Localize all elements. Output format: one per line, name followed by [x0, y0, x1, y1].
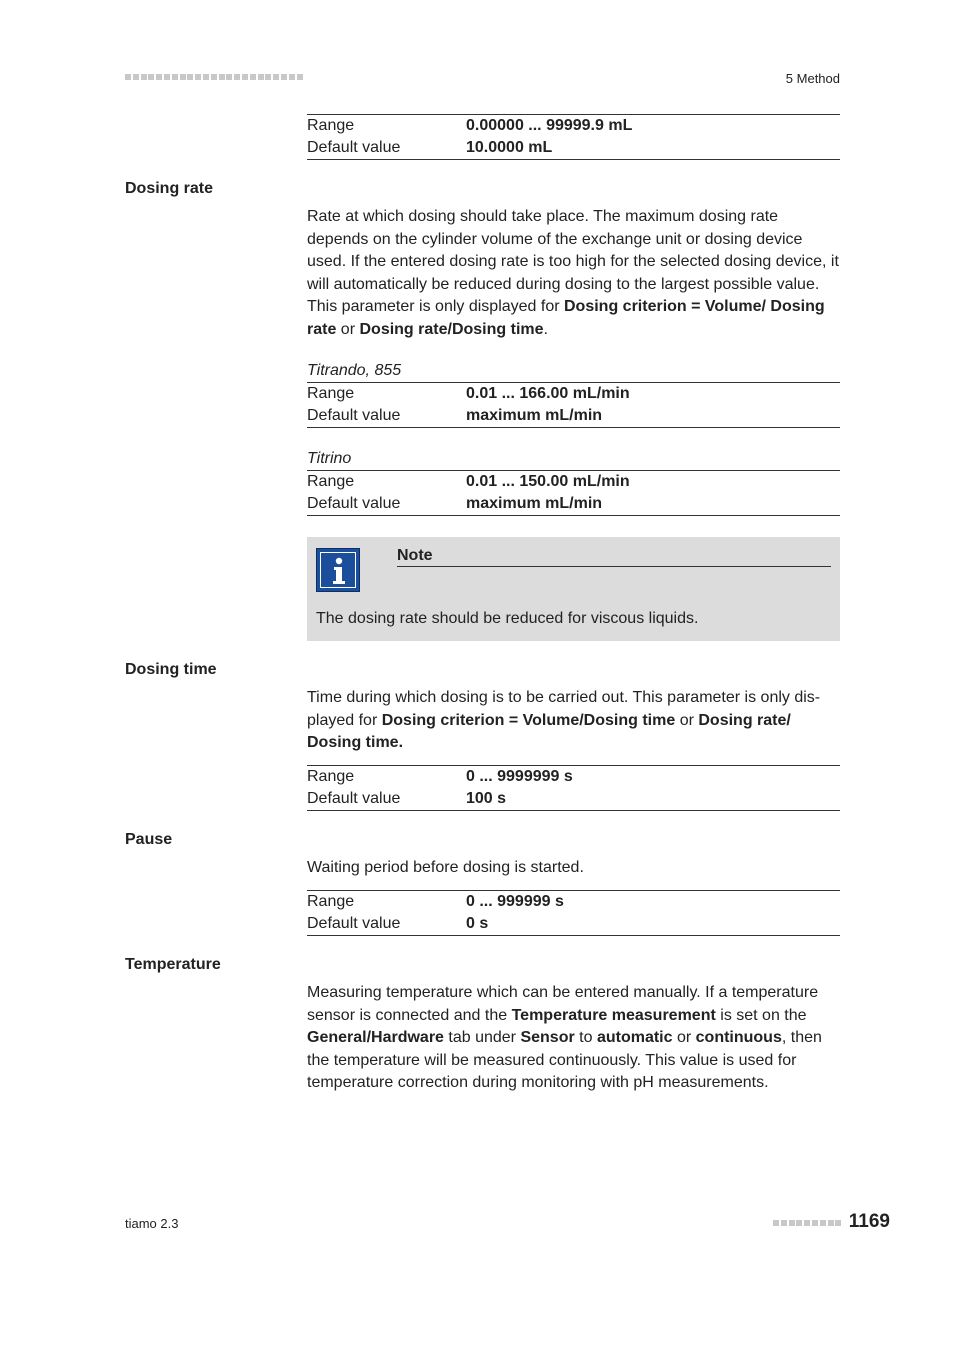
info-icon: [316, 548, 360, 592]
page-number: 1169: [848, 1211, 890, 1232]
default-value: maximum mL/min: [466, 407, 603, 424]
pause-heading: Pause: [125, 831, 173, 848]
temperature-description: Measuring temperature which can be entered manually. If a temperature sensor is connected and the Temperature measurement is set on the General/Hardware tab under Sensor to automatic or continuous, then the temperature will be measured continuously. This value is used for temperature correction during monitoring with pH measurements.: [307, 984, 822, 1091]
note-title: Note: [397, 547, 831, 567]
range-value: 0 ... 999999 s: [466, 893, 564, 910]
top-param-table: [307, 114, 840, 160]
titrino-param-table: [307, 448, 840, 516]
note-text: The dosing rate should be reduced for viscous liquids.: [316, 610, 699, 627]
dosing-time-param-table: [307, 765, 840, 811]
titrino-caption: Titrino: [307, 450, 352, 467]
default-value: 10.0000 mL: [466, 139, 553, 156]
dosing-time-heading: Dosing time: [125, 661, 217, 678]
titrando-caption: Titrando, 855: [307, 362, 402, 379]
range-value: 0.00000 ... 99999.9 mL: [466, 117, 633, 134]
chapter-title: 5 Method: [785, 71, 840, 86]
dosing-rate-description: Rate at which dosing should take place. The maximum dosing rate depends on the cylinder volume of the exchange unit or dosing device used. If the entered dosing rate is too high for the selected dosing device, it will automatically be reduced during dosing to the largest possible value. This parameter is only displayed for Dosing criterion = Volume/ Dosing rate or Dosing rate/Dosing time.: [307, 208, 839, 338]
dosing-rate-heading: Dosing rate: [125, 180, 214, 197]
default-label: Default value: [307, 139, 401, 156]
range-label: Range: [307, 385, 355, 402]
pause-description: Waiting period before dosing is started.: [307, 859, 584, 876]
range-value: 0.01 ... 150.00 mL/min: [466, 473, 630, 490]
range-label: Range: [307, 117, 355, 134]
default-label: Default value: [307, 790, 401, 807]
default-label: Default value: [307, 495, 401, 512]
product-name: tiamo 2.3: [125, 1216, 179, 1231]
dosing-time-description: Time during which dosing is to be carried out. This parameter is only dis- played for Dosing criterion = Volume/Dosing time or Dosing rate/ Dosing time.: [307, 689, 821, 751]
range-label: Range: [307, 768, 355, 785]
header-decoration: [125, 74, 307, 83]
range-label: Range: [307, 893, 355, 910]
footer-decoration: [773, 1220, 843, 1238]
range-label: Range: [307, 473, 355, 490]
titrando-param-table: [307, 360, 840, 428]
pause-param-table: [307, 890, 840, 936]
temperature-heading: Temperature: [125, 956, 221, 973]
default-label: Default value: [307, 915, 401, 932]
default-value: 0 s: [466, 915, 489, 932]
range-value: 0 ... 9999999 s: [466, 768, 573, 785]
default-value: 100 s: [466, 790, 507, 807]
default-value: maximum mL/min: [466, 495, 603, 512]
note-box: [307, 537, 840, 641]
default-label: Default value: [307, 407, 401, 424]
range-value: 0.01 ... 166.00 mL/min: [466, 385, 630, 402]
